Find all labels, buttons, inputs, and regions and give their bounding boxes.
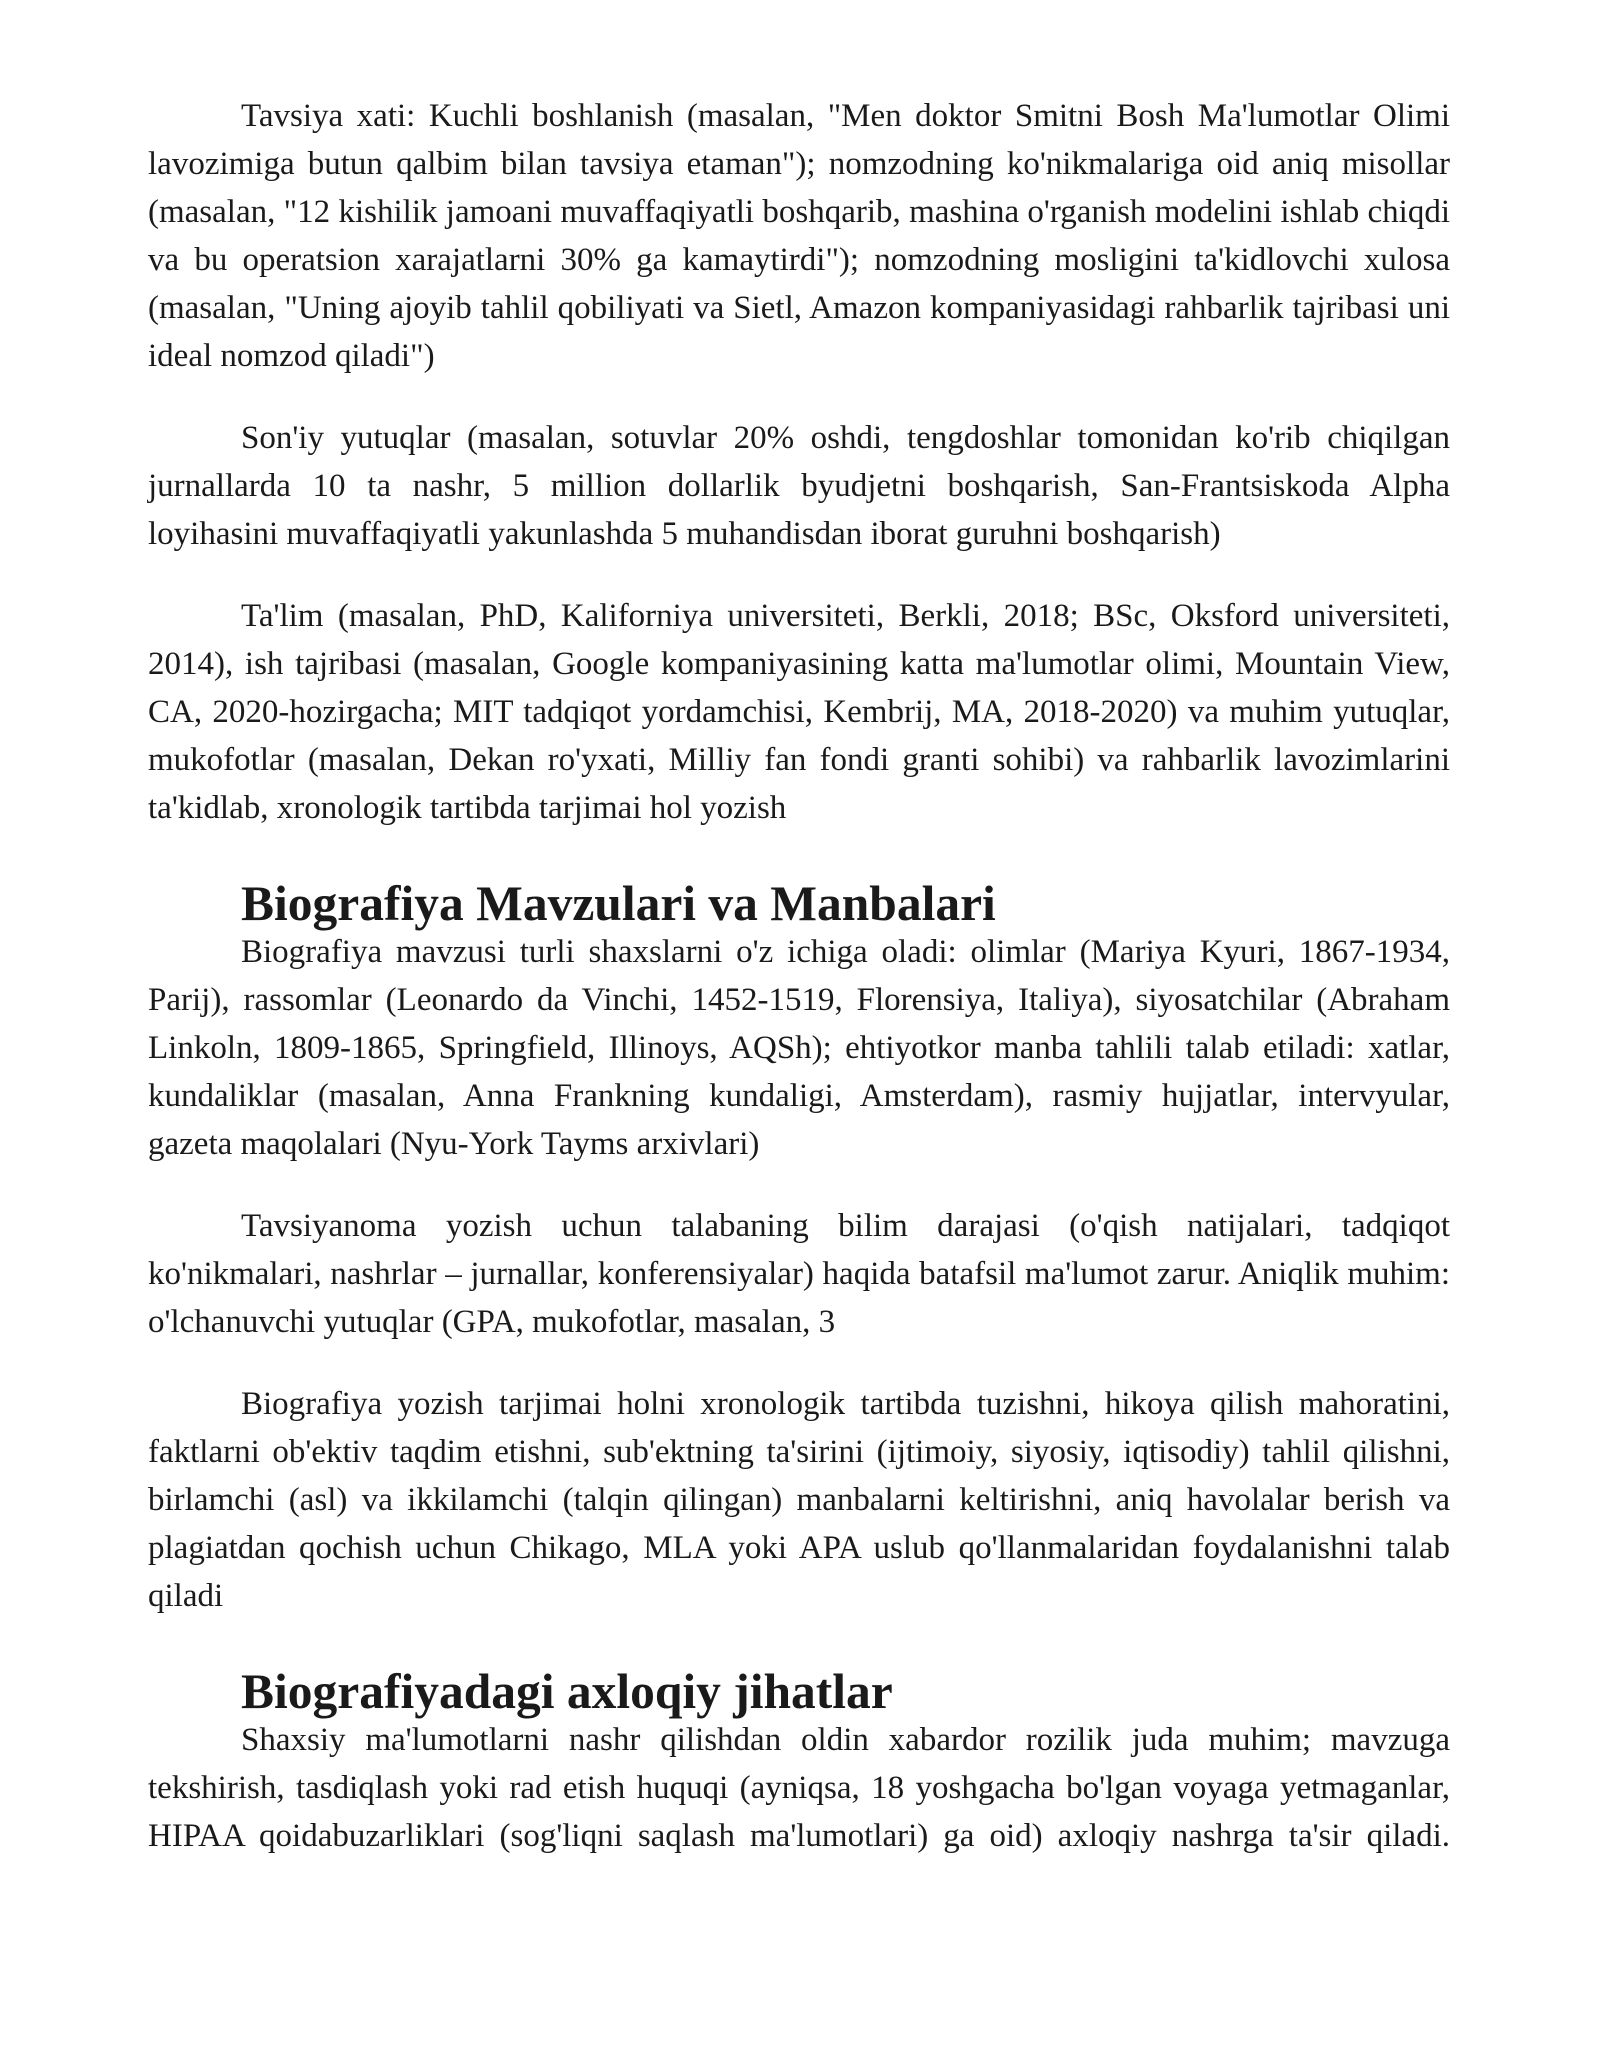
paragraph-recommendation-letter: Tavsiya xati: Kuchli boshlanish (masalan, "Men doktor Smitni Bosh Ma'lumotlar Olimi lavozimiga butun qalbim bilan tavsiya etaman"); nomzodning ko'nikmalariga oid aniq misollar (masalan, "12 kishilik jamoani muvaffaqiyatli boshqarib, mashina o'rganish modelini ishlab chiqdi va bu operatsion xarajatlarni 30% ga kamaytirdi"); nomzodning mosligini ta'kidlovchi xulosa (masalan, "Uning ajoyib tahlil qobiliyati va Sietl, Amazon kompaniyasidagi rahbarlik tajribasi uni ideal nomzod qiladi") xyxy=(148,98,1450,374)
paragraph-biography-topics: Biografiya mavzusi turli shaxslarni o'z ichiga oladi: olimlar (Mariya Kyuri, 1867-1934, Parij), rassomlar (Leonardo da Vinchi, 1452-1519, Florensiya, Italiya), siyosatchilar (Abraham Linkoln, 1809-1865, Springfield, Illinoys, AQSh); ehtiyotkor manba tahlili talab etiladi: xatlar, kundaliklar (masalan, Anna Frankning kundaligi, Amsterdam), rasmiy hujjatlar, intervyular, gazeta maqolalari (Nyu-York Tayms arxivlari) xyxy=(148,934,1450,1162)
paragraph-ethics: Shaxsiy ma'lumotlarni nashr qilishdan oldin xabardor rozilik juda muhim; mavzuga tekshirish, tasdiqlash yoki rad etish huquqi (ayniqsa, 18 yoshgacha bo'lgan voyaga yetmaganlar, HIPAA qoidabuzarliklari (sog'liqni saqlash ma'lumotlari) ga oid) axloqiy nashrga ta'sir qiladi. xyxy=(148,1722,1450,1854)
paragraph-education: Ta'lim (masalan, PhD, Kaliforniya universiteti, Berkli, 2018; BSc, Oksford universiteti, 2014), ish tajribasi (masalan, Google kompaniyasining katta ma'lumotlar olimi, Mountain View, CA, 2020-hozirgacha; MIT tadqiqot yordamchisi, Kembrij, MA, 2018-2020) va muhim yutuqlar, mukofotlar (masalan, Dekan ro'yxati, Milliy fan fondi granti sohibi) va rahbarlik lavozimlarini ta'kidlab, xronologik tartibda tarjimai hol yozish xyxy=(148,598,1450,826)
heading-ethics: Biografiyadagi axloqiy jihatlar xyxy=(241,1664,893,1719)
paragraph-recommendation-writing: Tavsiyanoma yozish uchun talabaning bilim darajasi (o'qish natijalari, tadqiqot ko'nikmalari, nashrlar – jurnallar, konferensiyalar) haqida batafsil ma'lumot zarur. Aniqlik muhim: o'lchanuvchi yutuqlar (GPA, mukofotlar, masalan, 3 xyxy=(148,1208,1450,1340)
paragraph-numeric-achievements: Son'iy yutuqlar (masalan, sotuvlar 20% oshdi, tengdoshlar tomonidan ko'rib chiqilgan jurnallarda 10 ta nashr, 5 million dollarlik byudjetni boshqarish, San-Frantsiskoda Alpha loyihasini muvaffaqiyatli yakunlashda 5 muhandisdan iborat guruhni boshqarish) xyxy=(148,420,1450,552)
document-page xyxy=(148,92,1450,1860)
heading-biography-topics: Biografiya Mavzulari va Manbalari xyxy=(241,876,996,931)
paragraph-biography-writing: Biografiya yozish tarjimai holni xronologik tartibda tuzishni, hikoya qilish mahoratini, faktlarni ob'ektiv taqdim etishni, sub'ektning ta'sirini (ijtimoiy, siyosiy, iqtisodiy) tahlil qilishni, birlamchi (asl) va ikkilamchi (talqin qilingan) manbalarni keltirishni, aniq havolalar berish va plagiatdan qochish uchun Chikago, MLA yoki APA uslub qo'llanmalaridan foydalanishni talab qiladi xyxy=(148,1386,1450,1614)
